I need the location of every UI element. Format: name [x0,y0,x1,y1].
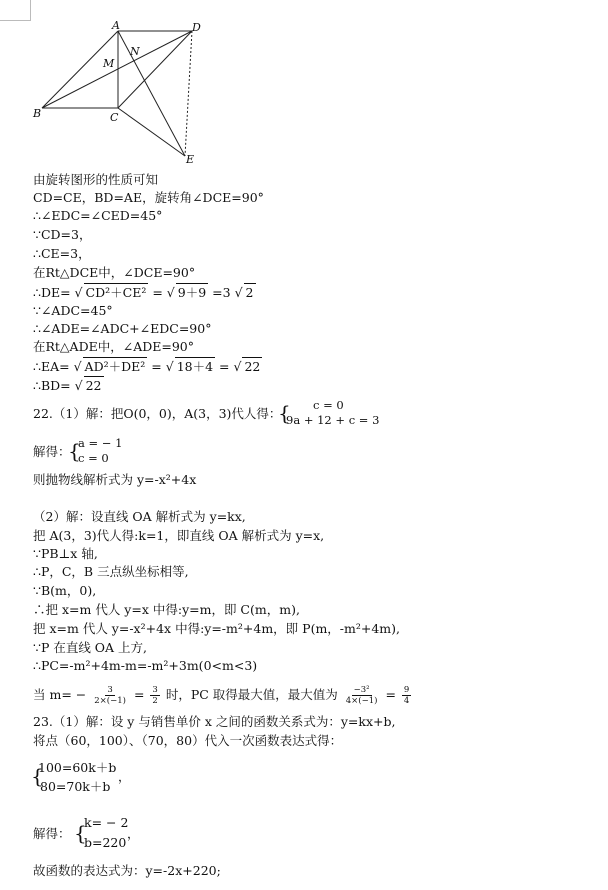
text-line: 在Rt△DCE中，∠DCE=90° [33,265,196,280]
solve-label: 解得： [33,826,71,841]
equation-system-row: 80=70k＋b [40,779,111,794]
text-line: 23.（1）解：设 y 与销售单价 x 之间的函数关系式为：y=kx+b, [33,714,396,729]
text-line: （2）解：设直线 OA 解析式为 y=kx, [33,509,246,524]
sqrt-expression: CD²＋CE² [85,285,147,300]
fraction: $\frac{3}{2\times(-1)}$ [94,685,126,706]
equation-system-row: c = 0 [313,398,344,412]
equation-system-row: b=220 [84,835,127,850]
text-line: ∴P，C，B 三点纵坐标相等, [33,564,189,579]
text-line: ∵CD=3， [33,227,92,242]
segment-ce [118,108,185,156]
text-line: ∵∠ADC=45° [33,303,113,318]
label-c: C [110,111,119,124]
sqrt-expression: 9＋9 [177,285,207,300]
max-value-line: 当 m= − $\frac{3}{2\times(-1)}$ = $\frac{3}{2}$ 时，PC 取得最大值，最大值为 $\frac{\text{−3²}}{4\times(-1)}$ = $\frac{9}{4}$ [33,685,410,706]
text-line: CD=CE，BD=AE，旋转角∠DCE=90° [33,190,264,205]
comma: ， [127,826,140,841]
equation-system-row: 9a + 12 + c = 3 [286,413,380,427]
fraction: $\frac{\text{−3²}}{4\times(-1)}$ [345,685,378,706]
de-calculation-line: ∴DE= √ CD²＋CE² = √ 9＋9 =3 √ 2 [33,285,254,300]
comma: ， [118,769,131,784]
segment-cd [118,31,192,108]
segment-de-dashed [185,31,192,156]
segment-bd [42,31,192,108]
label-b: B [33,107,42,120]
text-line: 故函数的表达式为：y=-2x+220; [33,863,221,878]
text-line: 将点（60，100）、（70，80）代入一次函数表达式得： [33,733,343,748]
bd-result-line: ∴BD= √ 22 [33,378,102,393]
label-n: N [130,45,140,58]
label-m: M [103,57,115,70]
text-line: ∴PC=-m²+4m-m=-m²+3m(0<m<3) [33,658,258,673]
text-line: 在Rt△ADE中，∠ADE=90° [33,339,194,354]
text-line: ∴把 x=m 代人 y=x 中得:y=m，即 C(m，m), [33,602,300,617]
sqrt-expression: 22 [85,378,102,393]
text-line: 由旋转图形的性质可知 [33,172,159,187]
text-line: ∴∠ADE=∠ADC+∠EDC=90° [33,321,212,336]
ea-calculation-line: ∴EA= √ AD²＋DE² = √ 18＋4 = √ 22 [33,359,261,374]
label-a: A [112,19,120,32]
equation-system-row: c = 0 [78,451,109,465]
text-line: 把 A(3，3)代人得:k=1，即直线 OA 解析式为 y=x, [33,528,325,543]
equation-system-row: a = − 1 [78,436,123,450]
sqrt-expression: 22 [244,359,261,374]
segment-ae [118,31,185,156]
solve-label: 解得： [33,444,71,459]
brace-icon: { [68,439,81,463]
sqrt-expression: 18＋4 [176,359,214,374]
text-line: 则抛物线解析式为 y=-x²+4x [33,472,197,487]
fraction: $\frac{3}{2}$ [152,685,158,706]
sqrt-expression: AD²＋DE² [84,359,146,374]
text-line: ∵P 在直线 OA 上方, [33,640,148,655]
text-line: ∴CE=3， [33,246,91,261]
label-d: D [192,21,201,34]
text-line: ∴∠EDC=∠CED=45° [33,208,163,223]
text-line: ∵PB⊥x 轴, [33,546,98,561]
q22-intro: 22.（1）解：把O(0，0)，A(3，3)代人得： [33,406,282,421]
text-line: ∵B(m，0), [33,583,97,598]
label-e: E [186,153,195,166]
geometry-figure [28,18,208,168]
brace-icon: { [31,764,44,788]
brace-icon: { [74,821,87,845]
sqrt-expression: 2 [245,285,254,300]
fraction: $\frac{9}{4}$ [403,685,410,706]
equation-system-row: 100=60k＋b [38,760,117,775]
page-corner-mark [0,0,31,21]
text-line: 把 x=m 代人 y=-x²+4x 中得:y=-m²+4m，即 P(m，-m²+4m), [33,621,401,636]
equation-system-row: k= − 2 [84,815,129,830]
brace-icon: { [278,401,291,425]
